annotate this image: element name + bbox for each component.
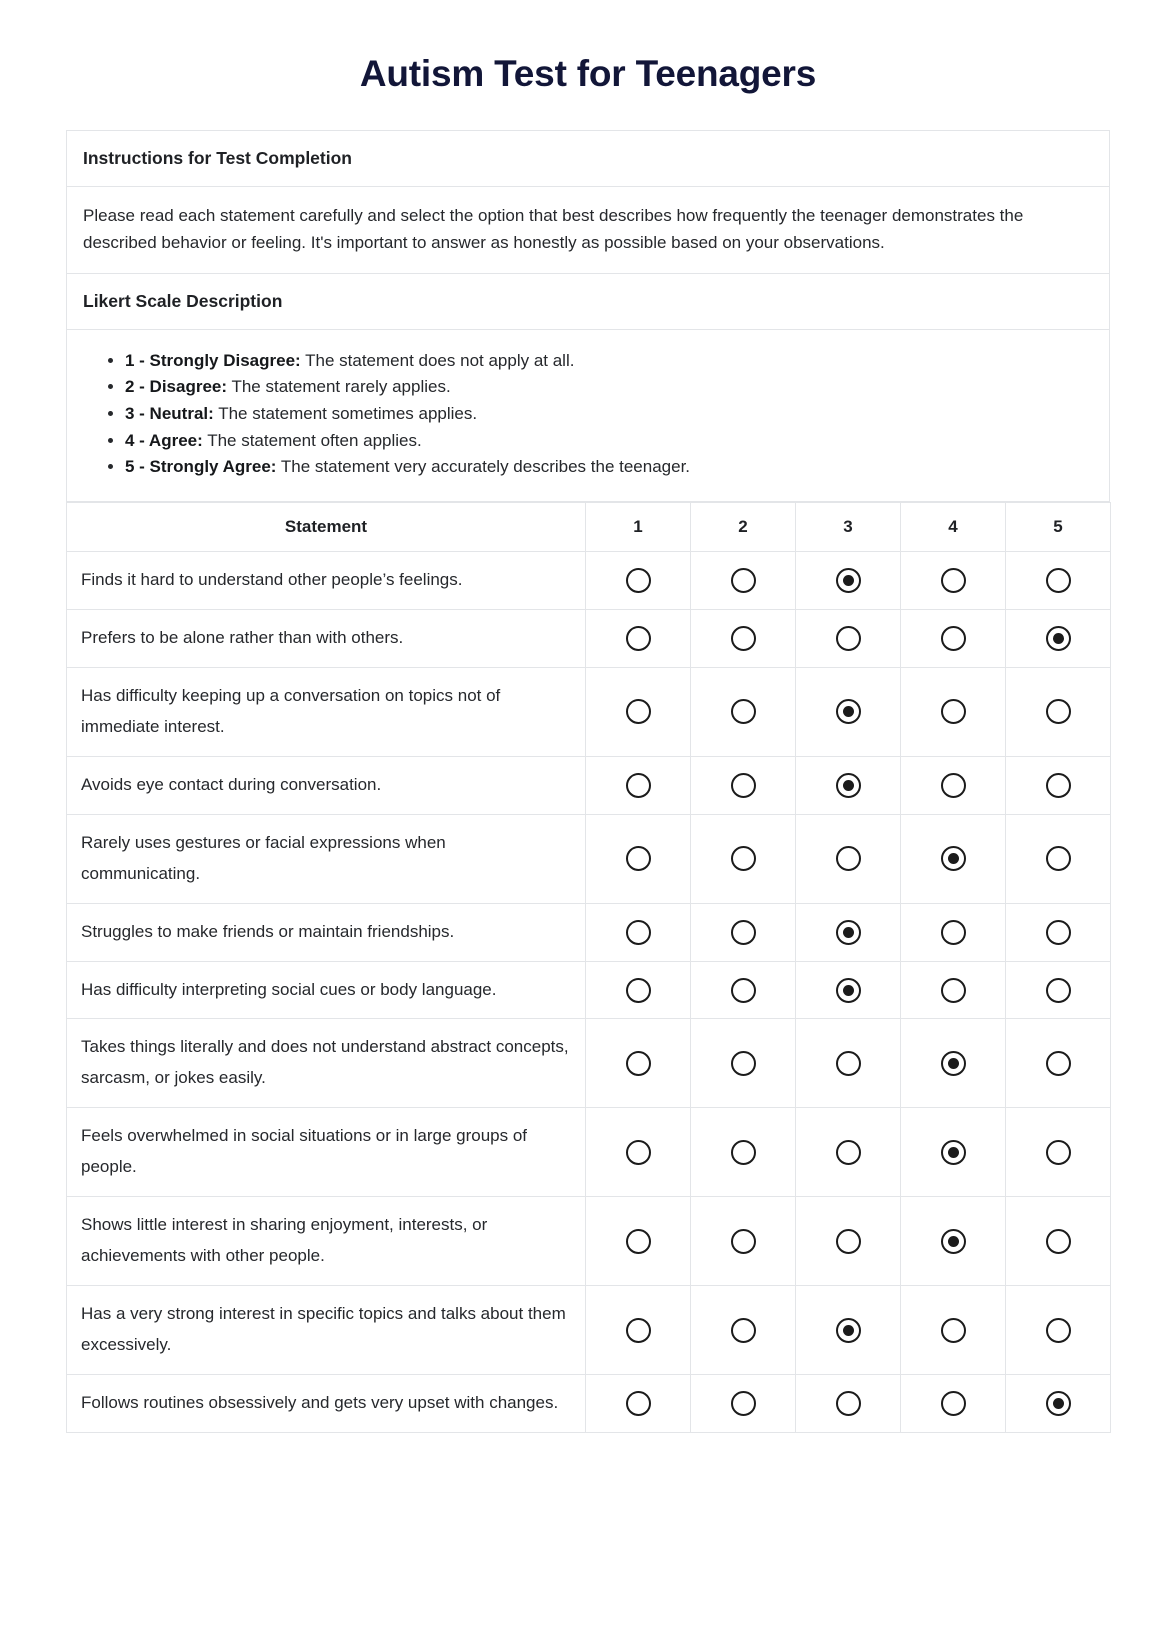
radio-unselected-icon[interactable] — [626, 1229, 651, 1254]
instructions-heading-section — [67, 131, 1109, 187]
radio-unselected-icon[interactable] — [1046, 568, 1071, 593]
statement-text: Has difficulty keeping up a conversation on topics not of immediate interest. — [67, 667, 586, 756]
radio-cell-3[interactable] — [796, 609, 901, 667]
radio-cell-3[interactable] — [796, 814, 901, 903]
statement-text: Shows little interest in sharing enjoyment, interests, or achievements with other people. — [67, 1197, 586, 1286]
statement-text: Has difficulty interpreting social cues or body language. — [67, 961, 586, 1019]
radio-unselected-icon[interactable] — [731, 568, 756, 593]
table-row — [67, 1019, 1111, 1108]
instructions-card — [66, 130, 1110, 502]
radio-unselected-icon[interactable] — [1046, 1140, 1071, 1165]
radio-unselected-icon[interactable] — [941, 920, 966, 945]
radio-cell-5[interactable] — [1006, 1197, 1111, 1286]
likert-scale-item-label: 2 - Disagree: — [125, 377, 228, 397]
radio-cell-2[interactable] — [691, 1197, 796, 1286]
radio-cell-2[interactable] — [691, 961, 796, 1019]
statement-text: Struggles to make friends or maintain friendships. — [67, 903, 586, 961]
statement-text: Avoids eye contact during conversation. — [67, 756, 586, 814]
likert-scale-item-description: The statement often applies. — [202, 430, 422, 450]
radio-unselected-icon[interactable] — [626, 846, 651, 871]
radio-unselected-icon[interactable] — [941, 568, 966, 593]
radio-unselected-icon[interactable] — [626, 1140, 651, 1165]
radio-cell-4[interactable] — [901, 814, 1006, 903]
radio-cell-3[interactable] — [796, 961, 901, 1019]
radio-cell-1[interactable] — [586, 756, 691, 814]
radio-cell-3[interactable] — [796, 756, 901, 814]
radio-unselected-icon[interactable] — [1046, 1229, 1071, 1254]
radio-unselected-icon[interactable] — [836, 626, 861, 651]
radio-cell-2[interactable] — [691, 667, 796, 756]
radio-cell-3[interactable] — [796, 1197, 901, 1286]
radio-selected-icon[interactable] — [836, 978, 861, 1003]
likert-scale-heading: Likert Scale Description — [83, 290, 283, 311]
statement-text: Feels overwhelmed in social situations or in large groups of people. — [67, 1108, 586, 1197]
radio-cell-2[interactable] — [691, 1374, 796, 1432]
radio-selected-icon[interactable] — [1046, 626, 1071, 651]
radio-selected-icon[interactable] — [836, 920, 861, 945]
radio-cell-4[interactable] — [901, 609, 1006, 667]
radio-cell-4[interactable] — [901, 756, 1006, 814]
radio-selected-icon[interactable] — [941, 1051, 966, 1076]
radio-unselected-icon[interactable] — [941, 1391, 966, 1416]
header-scale-4: 4 — [901, 503, 1006, 552]
header-scale-1: 1 — [586, 503, 691, 552]
radio-cell-4[interactable] — [901, 1374, 1006, 1432]
likert-scale-item — [125, 428, 1093, 455]
likert-scale-heading-section — [67, 274, 1109, 330]
radio-unselected-icon[interactable] — [941, 773, 966, 798]
radio-unselected-icon[interactable] — [731, 699, 756, 724]
radio-cell-4[interactable] — [901, 903, 1006, 961]
radio-cell-3[interactable] — [796, 1108, 901, 1197]
radio-unselected-icon[interactable] — [836, 1391, 861, 1416]
likert-scale-item — [125, 454, 1093, 481]
radio-cell-5[interactable] — [1006, 552, 1111, 610]
page-title: Autism Test for Teenagers — [359, 53, 817, 94]
radio-cell-5[interactable] — [1006, 814, 1111, 903]
radio-unselected-icon[interactable] — [731, 626, 756, 651]
likert-scale-item-description: The statement sometimes applies. — [213, 403, 478, 423]
likert-scale-item-label: 4 - Agree: — [125, 430, 203, 450]
radio-cell-5[interactable] — [1006, 609, 1111, 667]
instructions-heading: Instructions for Test Completion — [83, 148, 352, 169]
radio-cell-2[interactable] — [691, 903, 796, 961]
radio-selected-icon[interactable] — [941, 846, 966, 871]
radio-unselected-icon[interactable] — [626, 773, 651, 798]
likert-scale-item-label: 1 - Strongly Disagree: — [125, 350, 301, 370]
radio-unselected-icon[interactable] — [836, 846, 861, 871]
radio-cell-4[interactable] — [901, 1019, 1006, 1108]
likert-scale-item-label: 5 - Strongly Agree: — [125, 457, 277, 477]
radio-cell-5[interactable] — [1006, 756, 1111, 814]
table-row — [67, 814, 1111, 903]
radio-unselected-icon[interactable] — [731, 1140, 756, 1165]
likert-scale-item-description: The statement does not apply at all. — [300, 350, 575, 370]
radio-unselected-icon[interactable] — [941, 978, 966, 1003]
radio-cell-3[interactable] — [796, 903, 901, 961]
radio-cell-3[interactable] — [796, 552, 901, 610]
radio-unselected-icon[interactable] — [1046, 699, 1071, 724]
header-scale-5: 5 — [1006, 503, 1111, 552]
radio-cell-1[interactable] — [586, 1374, 691, 1432]
header-scale-3: 3 — [796, 503, 901, 552]
instructions-body-text: Please read each statement carefully and select the option that best describes how frequently the teenager demonstrates the described behavior or feeling. It's important to answer as honestly as possible based on your observations. — [83, 206, 1024, 252]
radio-cell-1[interactable] — [586, 609, 691, 667]
radio-unselected-icon[interactable] — [626, 568, 651, 593]
radio-cell-5[interactable] — [1006, 1108, 1111, 1197]
radio-unselected-icon[interactable] — [626, 978, 651, 1003]
radio-cell-4[interactable] — [901, 552, 1006, 610]
radio-unselected-icon[interactable] — [1046, 920, 1071, 945]
statement-text: Prefers to be alone rather than with others. — [67, 609, 586, 667]
radio-cell-1[interactable] — [586, 814, 691, 903]
likert-scale-list — [83, 348, 1093, 481]
radio-cell-5[interactable] — [1006, 667, 1111, 756]
table-row — [67, 1374, 1111, 1432]
table-row — [67, 756, 1111, 814]
likert-scale-item — [125, 348, 1093, 375]
table-row — [67, 1108, 1111, 1197]
radio-cell-2[interactable] — [691, 756, 796, 814]
radio-cell-4[interactable] — [901, 1197, 1006, 1286]
statement-text: Follows routines obsessively and gets very upset with changes. — [67, 1374, 586, 1432]
table-row — [67, 552, 1111, 610]
radio-selected-icon[interactable] — [836, 568, 861, 593]
radio-unselected-icon[interactable] — [626, 920, 651, 945]
radio-selected-icon[interactable] — [836, 699, 861, 724]
likert-scale-item — [125, 374, 1093, 401]
radio-unselected-icon[interactable] — [836, 1051, 861, 1076]
radio-cell-1[interactable] — [586, 1108, 691, 1197]
statement-text: Finds it hard to understand other people’s feelings. — [67, 552, 586, 610]
radio-selected-icon[interactable] — [941, 1229, 966, 1254]
radio-unselected-icon[interactable] — [1046, 1051, 1071, 1076]
radio-cell-1[interactable] — [586, 667, 691, 756]
radio-unselected-icon[interactable] — [731, 1229, 756, 1254]
radio-unselected-icon[interactable] — [941, 1318, 966, 1343]
table-row — [67, 961, 1111, 1019]
radio-unselected-icon[interactable] — [731, 846, 756, 871]
table-row — [67, 1197, 1111, 1286]
radio-cell-1[interactable] — [586, 1286, 691, 1375]
radio-unselected-icon[interactable] — [836, 1229, 861, 1254]
radio-selected-icon[interactable] — [836, 773, 861, 798]
radio-unselected-icon[interactable] — [626, 1318, 651, 1343]
table-row — [67, 903, 1111, 961]
radio-unselected-icon[interactable] — [941, 626, 966, 651]
radio-unselected-icon[interactable] — [836, 1140, 861, 1165]
radio-unselected-icon[interactable] — [731, 978, 756, 1003]
radio-unselected-icon[interactable] — [731, 1391, 756, 1416]
radio-cell-5[interactable] — [1006, 961, 1111, 1019]
radio-unselected-icon[interactable] — [731, 1318, 756, 1343]
likert-table-body — [67, 552, 1111, 1433]
radio-unselected-icon[interactable] — [626, 1391, 651, 1416]
radio-cell-3[interactable] — [796, 1374, 901, 1432]
radio-cell-3[interactable] — [796, 1286, 901, 1375]
radio-unselected-icon[interactable] — [626, 626, 651, 651]
likert-scale-item — [125, 401, 1093, 428]
radio-cell-3[interactable] — [796, 667, 901, 756]
radio-unselected-icon[interactable] — [731, 1051, 756, 1076]
radio-cell-4[interactable] — [901, 1286, 1006, 1375]
table-row — [67, 609, 1111, 667]
instructions-body-section — [67, 187, 1109, 274]
likert-scale-item-description: The statement rarely applies. — [227, 377, 451, 397]
radio-cell-2[interactable] — [691, 1019, 796, 1108]
radio-cell-2[interactable] — [691, 814, 796, 903]
radio-cell-2[interactable] — [691, 1286, 796, 1375]
likert-scale-item-label: 3 - Neutral: — [125, 403, 214, 423]
likert-scale-item-description: The statement very accurately describes the teenager. — [276, 457, 691, 477]
radio-unselected-icon[interactable] — [1046, 978, 1071, 1003]
radio-cell-1[interactable] — [586, 903, 691, 961]
header-scale-2: 2 — [691, 503, 796, 552]
radio-cell-3[interactable] — [796, 1019, 901, 1108]
radio-cell-4[interactable] — [901, 667, 1006, 756]
radio-cell-1[interactable] — [586, 552, 691, 610]
radio-cell-5[interactable] — [1006, 1374, 1111, 1432]
radio-cell-1[interactable] — [586, 1197, 691, 1286]
radio-selected-icon[interactable] — [1046, 1391, 1071, 1416]
table-row — [67, 667, 1111, 756]
radio-cell-2[interactable] — [691, 609, 796, 667]
radio-cell-4[interactable] — [901, 961, 1006, 1019]
radio-unselected-icon[interactable] — [731, 920, 756, 945]
likert-table-head — [67, 503, 1111, 552]
radio-cell-5[interactable] — [1006, 1286, 1111, 1375]
statement-text: Has a very strong interest in specific topics and talks about them excessively. — [67, 1286, 586, 1375]
radio-unselected-icon[interactable] — [626, 699, 651, 724]
radio-unselected-icon[interactable] — [1046, 846, 1071, 871]
radio-unselected-icon[interactable] — [626, 1051, 651, 1076]
radio-cell-4[interactable] — [901, 1108, 1006, 1197]
radio-cell-1[interactable] — [586, 961, 691, 1019]
radio-unselected-icon[interactable] — [941, 699, 966, 724]
radio-unselected-icon[interactable] — [1046, 1318, 1071, 1343]
radio-selected-icon[interactable] — [941, 1140, 966, 1165]
table-row — [67, 1286, 1111, 1375]
radio-cell-1[interactable] — [586, 1019, 691, 1108]
statement-text: Rarely uses gestures or facial expressions when communicating. — [67, 814, 586, 903]
likert-response-table — [66, 502, 1111, 1433]
radio-cell-2[interactable] — [691, 1108, 796, 1197]
radio-unselected-icon[interactable] — [1046, 773, 1071, 798]
radio-unselected-icon[interactable] — [731, 773, 756, 798]
radio-cell-2[interactable] — [691, 552, 796, 610]
radio-cell-5[interactable] — [1006, 1019, 1111, 1108]
header-statement: Statement — [67, 503, 586, 552]
statement-text: Takes things literally and does not understand abstract concepts, sarcasm, or jokes easily. — [67, 1019, 586, 1108]
table-header-row — [67, 503, 1111, 552]
likert-scale-description-section — [67, 330, 1109, 502]
radio-cell-5[interactable] — [1006, 903, 1111, 961]
radio-selected-icon[interactable] — [836, 1318, 861, 1343]
